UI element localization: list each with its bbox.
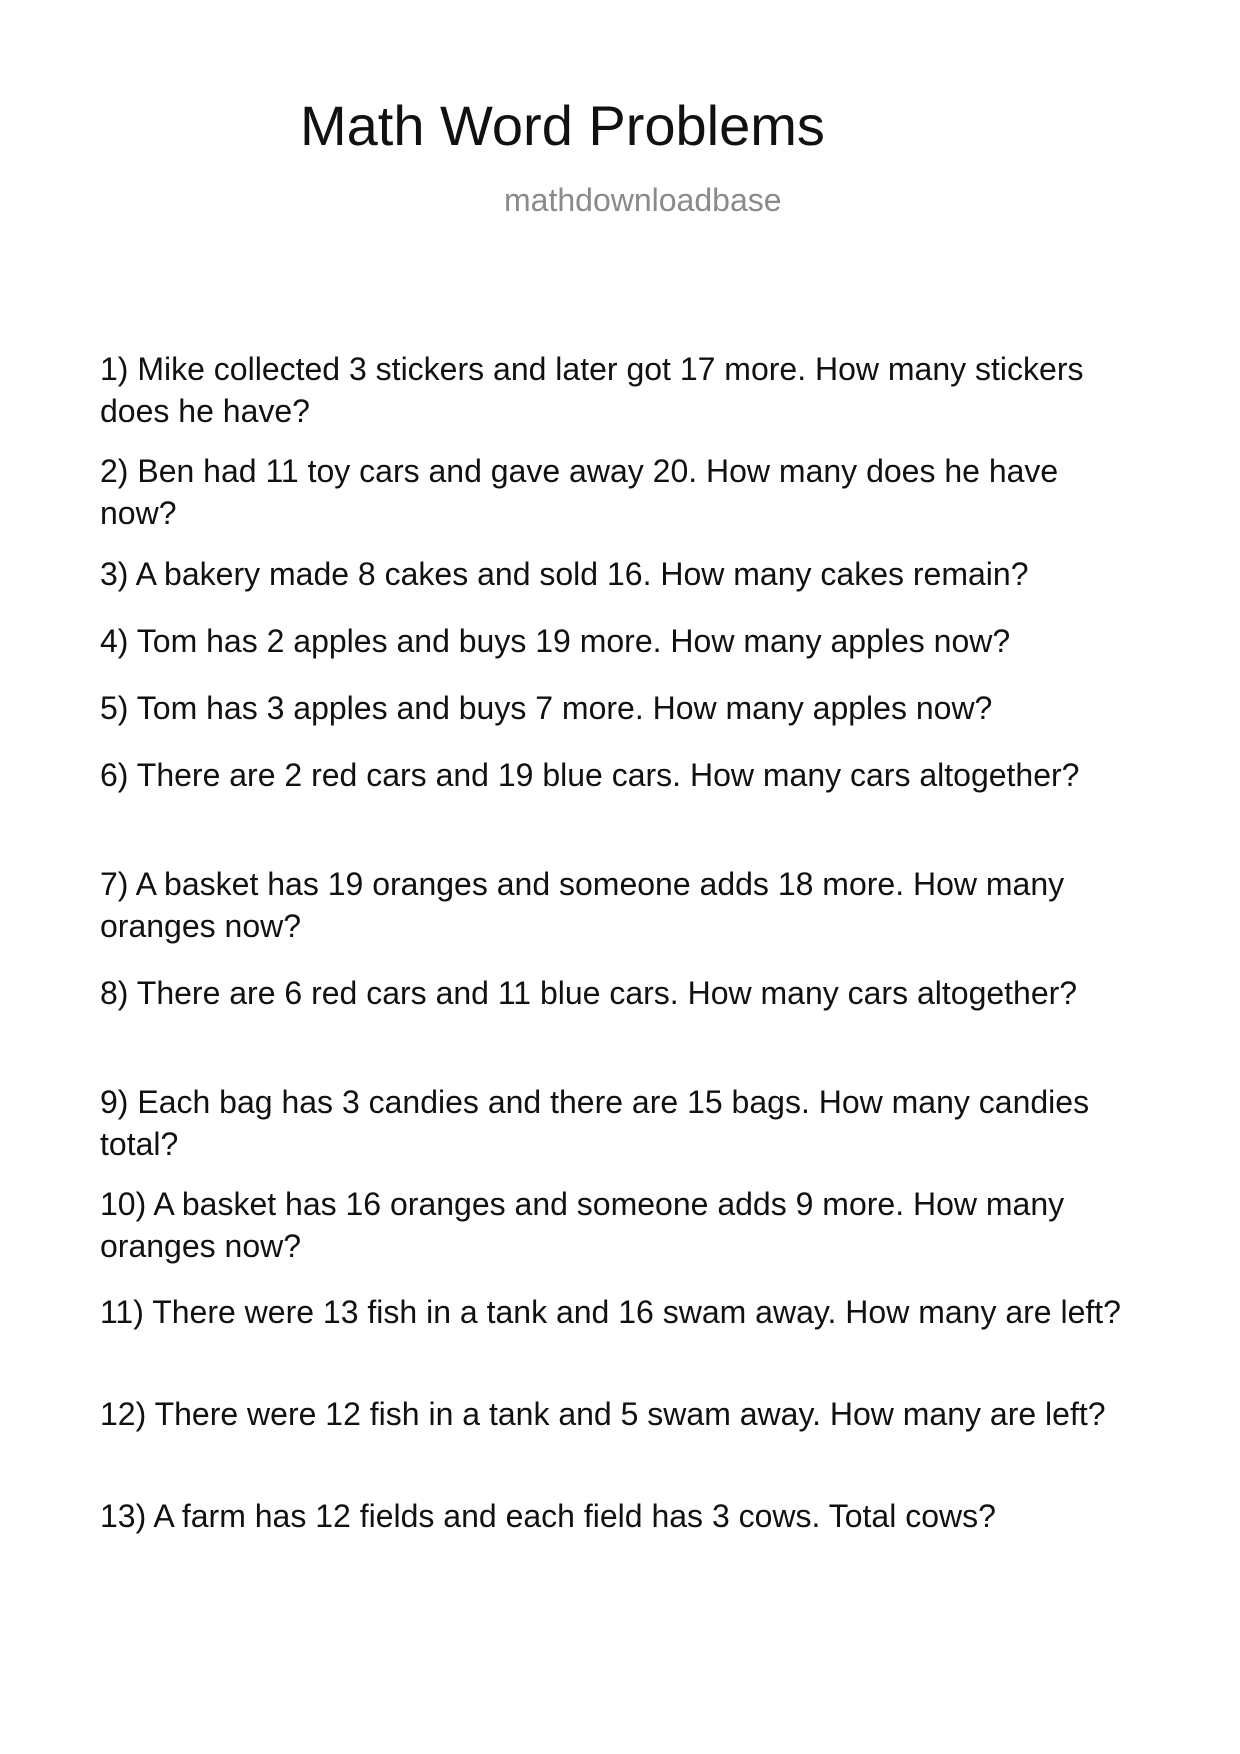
problem-10: 10) A basket has 16 oranges and someone adds 9 more. How many oranges now? [100,1186,1065,1264]
problem-6: 6) There are 2 red cars and 19 blue cars. How many cars altogether? [100,757,1080,793]
problem-8: 8) There are 6 red cars and 11 blue cars. How many cars altogether? [100,975,1078,1011]
problem-5: 5) Tom has 3 apples and buys 7 more. How many apples now? [100,690,993,726]
problem-2: 2) Ben had 11 toy cars and gave away 20. How many does he have now? [100,453,1059,531]
problem-1: 1) Mike collected 3 stickers and later got 17 more. How many stickers does he have? [100,351,1084,429]
problem-11: 11) There were 13 fish in a tank and 16 swam away. How many are left? [100,1294,1121,1330]
page-subtitle: mathdownloadbase [504,182,782,218]
problem-4: 4) Tom has 2 apples and buys 19 more. How many apples now? [100,623,1011,659]
problem-13: 13) A farm has 12 fields and each field has 3 cows. Total cows? [100,1498,996,1534]
page-title: Math Word Problems [300,94,825,157]
problem-9: 9) Each bag has 3 candies and there are 15 bags. How many candies total? [100,1084,1090,1162]
problem-7: 7) A basket has 19 oranges and someone adds 18 more. How many oranges now? [100,866,1065,944]
problem-3: 3) A bakery made 8 cakes and sold 16. How many cakes remain? [100,556,1029,592]
problem-12: 12) There were 12 fish in a tank and 5 swam away. How many are left? [100,1396,1106,1432]
